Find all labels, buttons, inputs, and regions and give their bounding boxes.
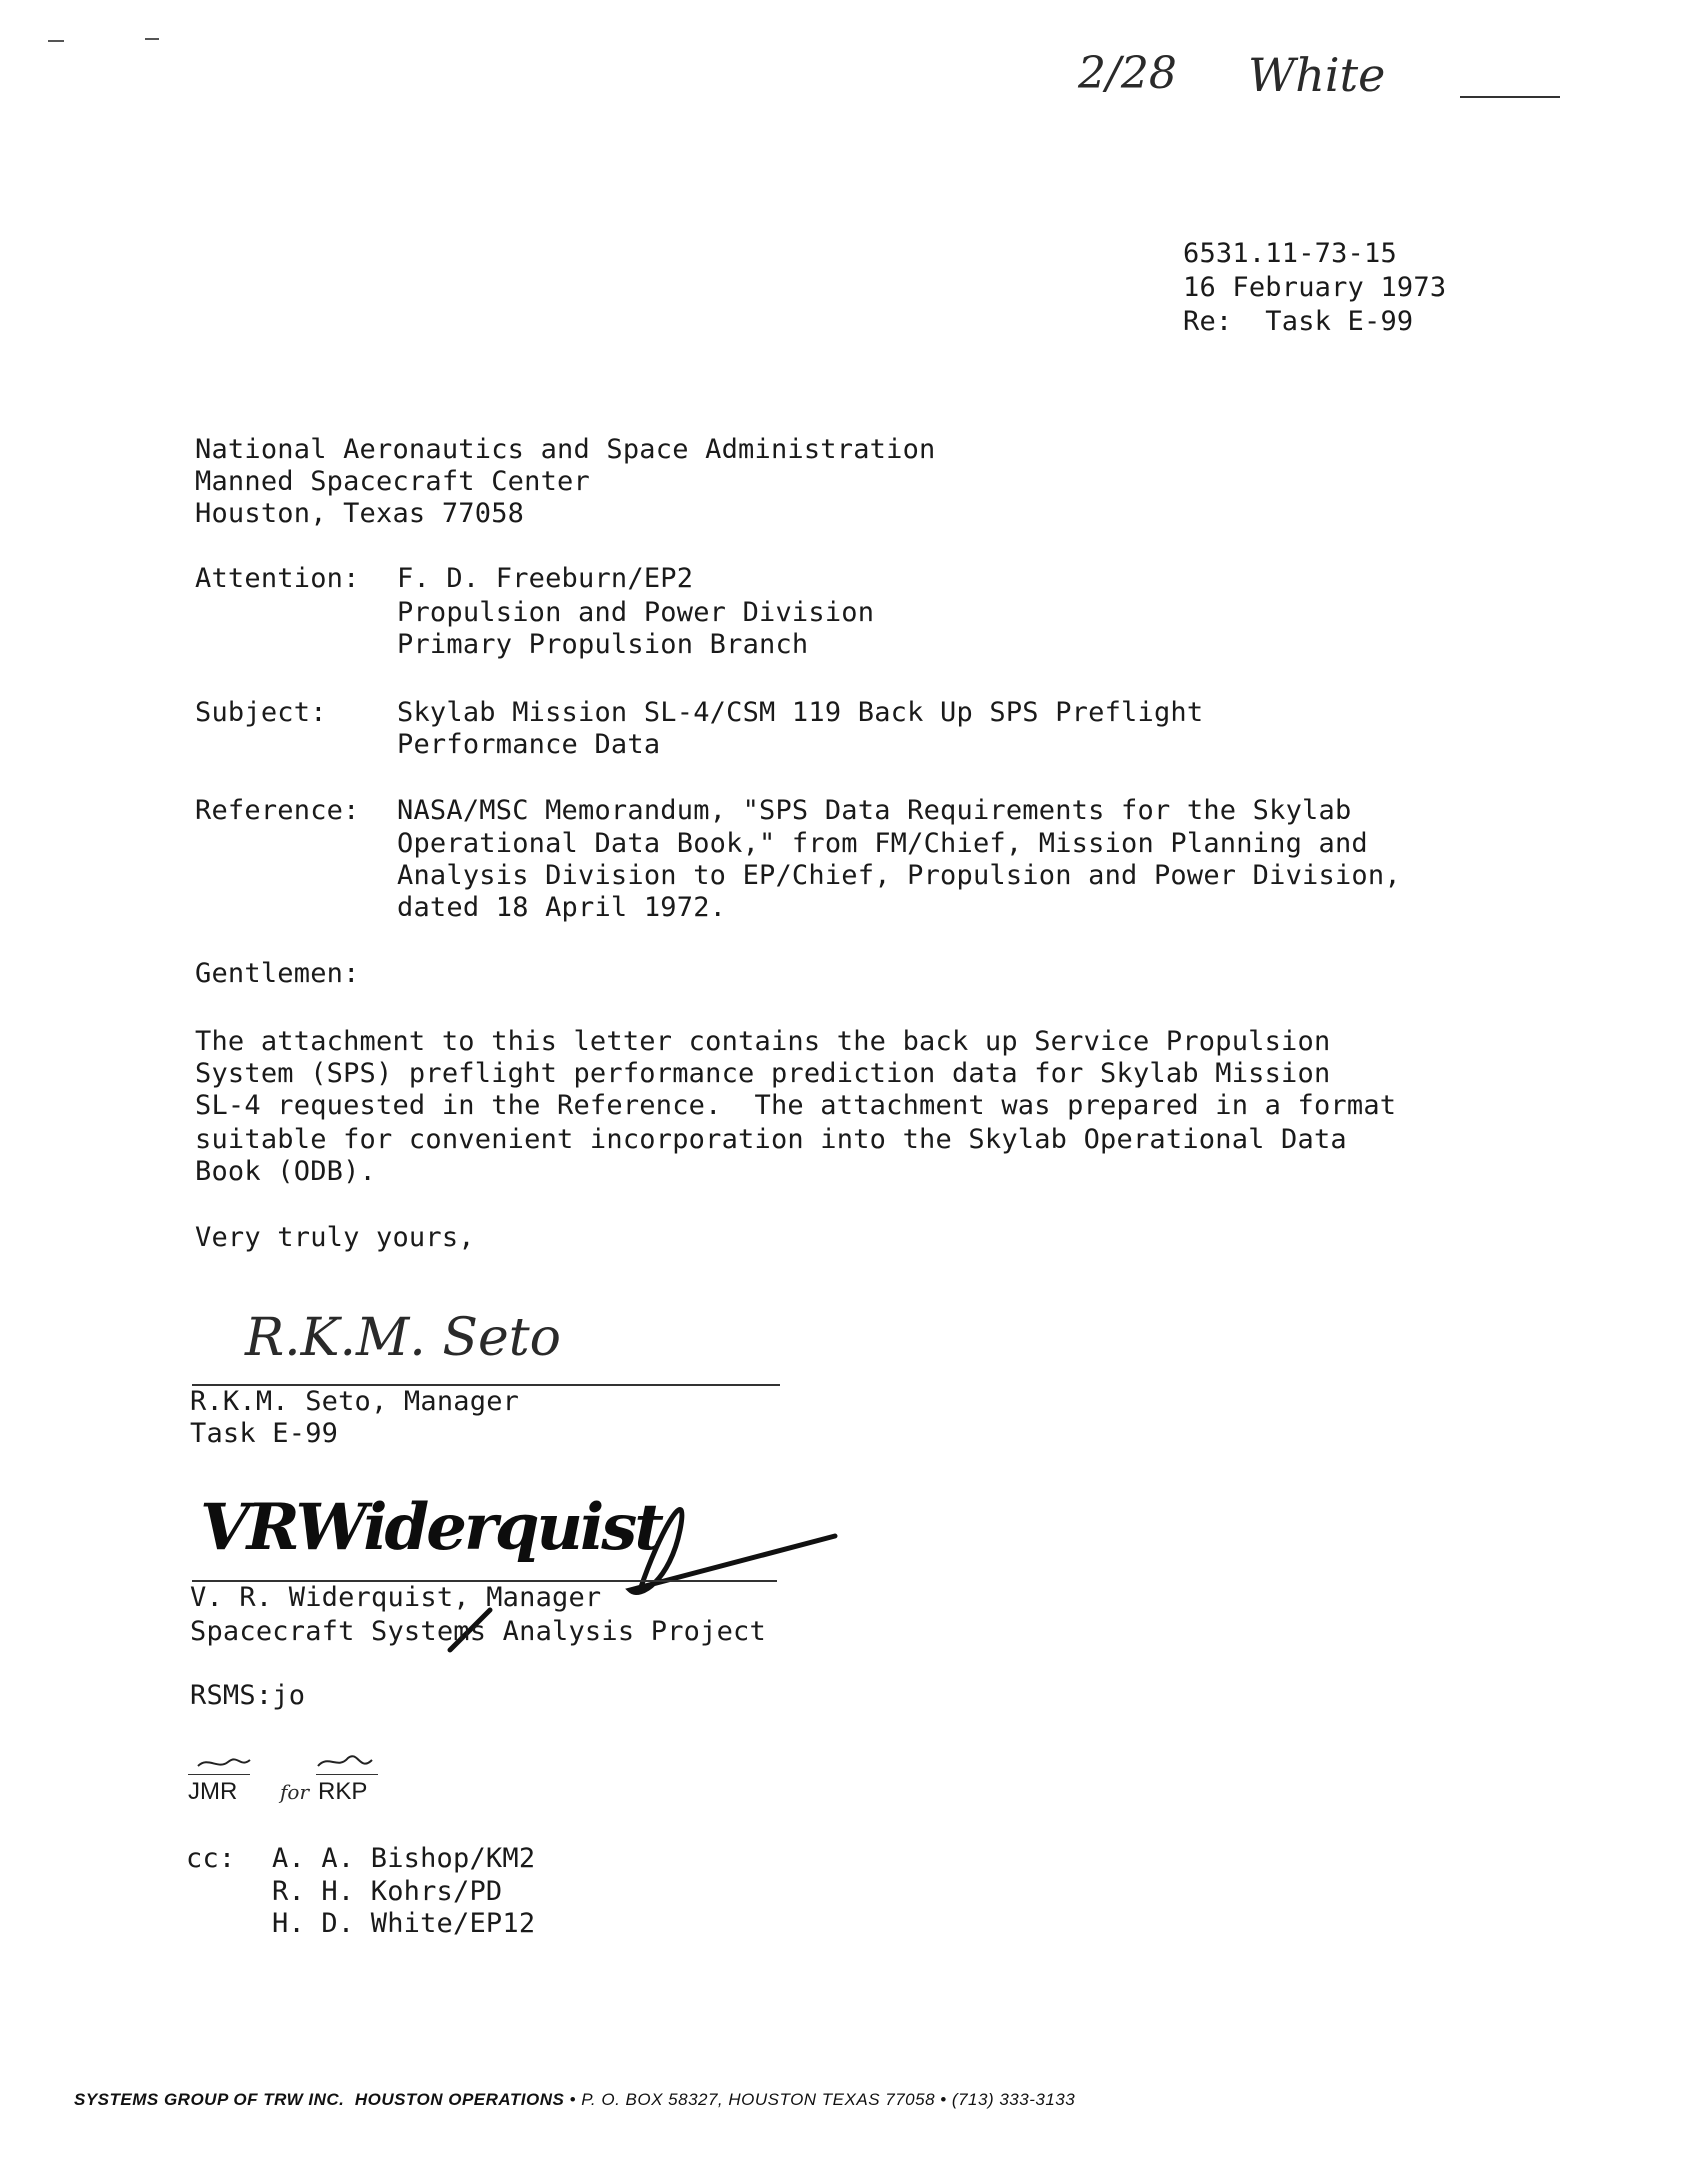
typist-initials: RSMS:jo [190, 1680, 306, 1711]
reference-line: Operational Data Book," from FM/Chief, Mission Planning and [397, 828, 1368, 859]
attention-label: Attention: [195, 563, 360, 594]
task-reference: Re: Task E-99 [1183, 306, 1414, 337]
initials-rule [188, 1774, 250, 1775]
handwritten-name: White [1248, 48, 1386, 102]
cc-line: A. A. Bishop/KM2 [272, 1843, 536, 1874]
scan-mark [48, 40, 64, 42]
addressee-line: Houston, Texas 77058 [195, 498, 525, 529]
footer-division: HOUSTON OPERATIONS [354, 2090, 565, 2109]
cc-line: H. D. White/EP12 [272, 1908, 536, 1939]
attention-line: Primary Propulsion Branch [397, 629, 809, 660]
footer-company: SYSTEMS GROUP OF TRW INC. [74, 2090, 345, 2109]
subject-line: Performance Data [397, 729, 661, 760]
subject-label: Subject: [195, 697, 327, 728]
cc-label: cc: [186, 1843, 236, 1874]
reference-line: dated 18 April 1972. [397, 892, 727, 923]
document-number: 6531.11-73-15 [1183, 238, 1397, 269]
reference-line: Analysis Division to EP/Chief, Propulsion and Power Division, [397, 860, 1401, 891]
signature-seto: R.K.M. Seto [245, 1308, 561, 1368]
initials-for: for [280, 1780, 310, 1804]
body-line: The attachment to this letter contains the back up Service Propulsion [195, 1026, 1331, 1057]
letterhead-footer [74, 2090, 1075, 2110]
body-line: SL-4 requested in the Reference. The attachment was prepared in a format [195, 1090, 1397, 1121]
handwritten-underline [1460, 96, 1560, 98]
subject-line: Skylab Mission SL-4/CSM 119 Back Up SPS Preflight [397, 697, 1204, 728]
signer-2-role: Spacecraft Systems Analysis Project [190, 1616, 766, 1647]
body-line: Book (ODB). [195, 1156, 377, 1187]
signer-1-role: Task E-99 [190, 1418, 339, 1449]
footer-address: • P. O. BOX 58327, HOUSTON TEXAS 77058 • (713) 333-3133 [564, 2090, 1076, 2109]
signature-widerquist: VRWiderquist [200, 1490, 661, 1565]
scan-mark [145, 38, 159, 40]
handwritten-date: 2/28 [1078, 48, 1177, 99]
salutation: Gentlemen: [195, 958, 360, 989]
attention-line: Propulsion and Power Division [397, 597, 875, 628]
closing: Very truly yours, [195, 1222, 475, 1253]
attention-line: F. D. Freeburn/EP2 [397, 563, 694, 594]
reference-line: NASA/MSC Memorandum, "SPS Data Requirements for the Skylab [397, 795, 1352, 826]
body-line: System (SPS) preflight performance prediction data for Skylab Mission [195, 1058, 1331, 1089]
signer-1-name: R.K.M. Seto, Manager [190, 1386, 520, 1417]
reference-label: Reference: [195, 795, 360, 826]
addressee-line: Manned Spacecraft Center [195, 466, 590, 497]
addressee-line: National Aeronautics and Space Administration [195, 434, 936, 465]
body-line: suitable for convenient incorporation into the Skylab Operational Data [195, 1124, 1347, 1155]
cc-line: R. H. Kohrs/PD [272, 1876, 503, 1907]
initials-rkp: RKP [318, 1778, 368, 1805]
document-date: 16 February 1973 [1183, 272, 1447, 303]
initials-jmr: JMR [188, 1778, 238, 1805]
signer-2-name: V. R. Widerquist, Manager [190, 1582, 602, 1613]
initials-rule [316, 1774, 378, 1775]
